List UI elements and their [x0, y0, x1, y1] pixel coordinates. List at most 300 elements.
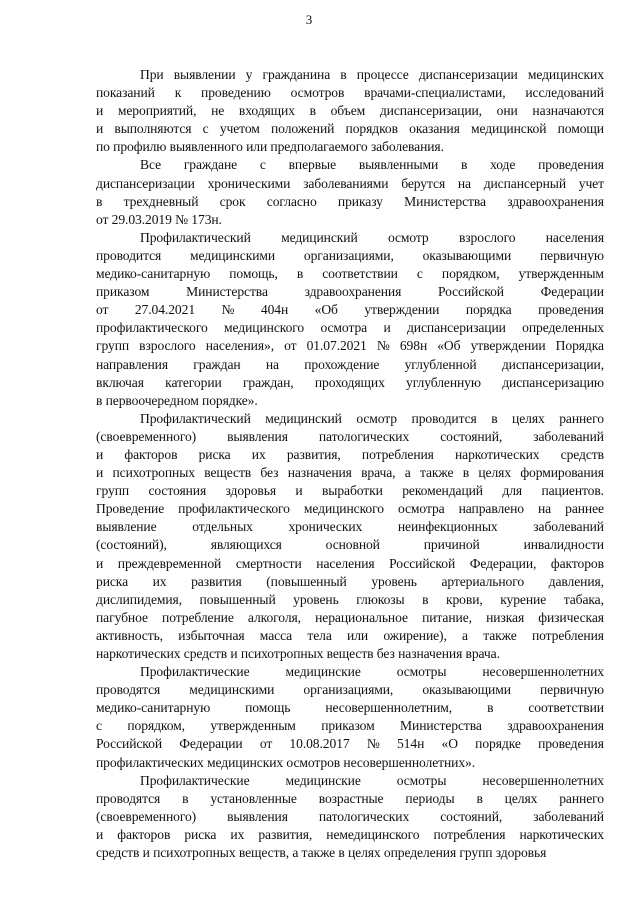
word: граждан, — [242, 374, 294, 390]
text-line: по профилю выявленного или предполагаемого заболевания. — [96, 139, 444, 155]
word: берутся — [401, 175, 446, 191]
word: медицинского — [224, 320, 305, 336]
word: первичную — [539, 682, 604, 698]
word: выявленными — [358, 157, 439, 173]
word: у — [245, 67, 253, 82]
word: медицинских — [527, 67, 604, 82]
word: и — [96, 826, 104, 842]
word: диспансеризации, — [379, 103, 482, 119]
word: несовершеннолетним, — [325, 700, 453, 716]
word: состояния — [148, 483, 207, 499]
word: в — [462, 465, 470, 481]
text-line — [96, 826, 604, 844]
word: здоровья — [225, 483, 277, 499]
word: граждане — [183, 157, 238, 173]
word: «Об — [314, 302, 338, 318]
text-line — [96, 591, 604, 609]
word: в — [296, 266, 304, 282]
word: организациями, — [303, 247, 394, 263]
word: с — [416, 266, 423, 282]
text-line — [96, 446, 604, 464]
word: порядком, — [441, 266, 500, 282]
word: питание, — [422, 609, 472, 625]
word: медицинские — [285, 664, 361, 680]
word: диспансеризации — [96, 175, 195, 191]
word: Профилактический — [140, 410, 251, 426]
word: инвалидности — [523, 537, 604, 553]
word: низкая — [486, 609, 525, 625]
word: хронических — [288, 519, 363, 535]
word: в — [182, 790, 189, 806]
word: диспансерный — [483, 175, 567, 191]
word: развития, — [258, 826, 313, 842]
text-line — [96, 66, 604, 84]
word: здравоохранения — [304, 284, 402, 300]
text-line — [96, 120, 604, 138]
word: исследований — [525, 85, 604, 101]
text-line — [96, 518, 604, 536]
word: с — [259, 157, 266, 173]
word: 698н — [399, 338, 428, 354]
word: Порядка — [555, 338, 604, 354]
text-line — [96, 356, 604, 374]
word: заболеваний — [533, 428, 604, 444]
word: в — [340, 67, 347, 82]
page-number: 3 — [305, 12, 313, 27]
word: заболеваний — [533, 519, 604, 535]
word: психотропных — [112, 465, 195, 481]
text-line — [96, 283, 604, 301]
word: выполняются — [114, 121, 192, 137]
word: крови, — [445, 591, 483, 607]
word: дислипидемия, — [96, 591, 183, 607]
word: потребления — [531, 627, 604, 643]
word: срок — [219, 193, 246, 209]
word: пагубное — [96, 609, 148, 625]
word: Федерации — [179, 736, 243, 752]
word: патологических — [318, 428, 410, 444]
text-line: от 29.03.2019 № 173н. — [96, 211, 222, 227]
word: приказом — [321, 718, 375, 734]
word: Российской — [389, 555, 456, 571]
word: Министерства — [400, 718, 482, 734]
word: и — [383, 320, 391, 336]
word: трехдневный — [123, 193, 199, 209]
word: Профилактический — [140, 229, 251, 245]
word: положений — [271, 121, 335, 137]
word: их — [230, 826, 245, 842]
word: проводятся — [96, 682, 161, 698]
word: в — [309, 103, 316, 119]
word: взрослого — [139, 338, 196, 354]
word: 27.04.2021 — [134, 302, 196, 318]
text-line — [96, 265, 604, 283]
word: и — [96, 555, 104, 571]
text-line — [96, 790, 604, 808]
word: раннего — [559, 410, 604, 426]
word: потребления — [361, 446, 434, 462]
word: рекомендаций — [402, 483, 483, 499]
word: порядком, — [127, 718, 185, 734]
word: согласно — [266, 193, 317, 209]
word: диспансеризации — [406, 320, 506, 336]
word: развития, — [286, 446, 341, 462]
word: Министерства — [186, 284, 268, 300]
word: хроническими — [207, 175, 291, 191]
text-line: наркотических средств и психотропных веществ без назначения врача. — [96, 646, 500, 661]
word: диспансеризацию — [502, 374, 604, 390]
text-line — [96, 410, 604, 428]
word: утвержденным — [518, 266, 604, 282]
text-line — [96, 500, 604, 518]
word: возрастные — [318, 790, 384, 806]
word: врача, — [361, 465, 396, 481]
text-line — [96, 156, 604, 174]
text-line — [96, 229, 604, 247]
word: в — [476, 790, 483, 806]
word: в — [422, 591, 429, 607]
word: курение — [500, 591, 547, 607]
document-body — [96, 66, 604, 862]
word: Федерации, — [469, 555, 537, 571]
word: Российской — [437, 284, 504, 300]
word: пациентов. — [541, 483, 604, 499]
text-line — [96, 319, 604, 337]
word: медицинскими — [189, 682, 275, 698]
word: давления, — [548, 573, 604, 589]
word: 514н — [396, 736, 425, 752]
text-line — [96, 175, 604, 193]
word: не — [211, 103, 225, 119]
word: повышенный — [199, 591, 276, 607]
word: от — [284, 338, 297, 354]
word: медицинский — [265, 410, 342, 426]
word: заболеваний — [533, 808, 604, 824]
text-line — [96, 482, 604, 500]
word: они — [496, 103, 518, 119]
text-line — [96, 681, 604, 699]
word: целях — [504, 790, 538, 806]
word: масса — [259, 627, 293, 643]
word: 01.07.2021 — [306, 338, 367, 354]
word: проведения — [538, 736, 604, 752]
word: смертности — [235, 555, 302, 571]
paragraph — [96, 663, 604, 772]
paragraph — [96, 229, 604, 410]
word: определенных — [522, 320, 604, 336]
word: и — [96, 465, 104, 481]
word: средств — [560, 446, 604, 462]
word: проводится — [411, 410, 477, 426]
word: № — [366, 736, 380, 752]
word: здравоохранения — [507, 718, 604, 734]
word: проведению — [201, 85, 271, 101]
word: назначаются — [532, 103, 604, 119]
word: причиной — [423, 537, 480, 553]
word: проходящих — [314, 374, 385, 390]
word: населения», — [205, 338, 274, 354]
word: нерациональное — [315, 609, 408, 625]
word: направления — [96, 356, 168, 372]
word: оказывающими — [422, 682, 511, 698]
word: врачами-специалистами, — [364, 85, 506, 101]
word: медико-санитарную — [96, 266, 211, 282]
word: Федерации — [540, 284, 604, 300]
word: впервые — [288, 157, 337, 173]
word: наркотических — [519, 826, 604, 842]
word: Российской — [96, 736, 162, 752]
word: объем — [330, 103, 366, 119]
word: выявлении — [173, 67, 236, 82]
word: заболеваниями — [303, 175, 389, 191]
word: факторов — [124, 446, 178, 462]
word: назначения — [287, 465, 352, 481]
word: артериального — [441, 573, 525, 589]
word: несовершеннолетних — [482, 772, 604, 788]
word: наркотических — [455, 446, 540, 462]
word: неинфекционных — [397, 519, 498, 535]
word: групп — [96, 483, 130, 499]
word: организациями, — [303, 682, 394, 698]
word: уровень — [371, 573, 417, 589]
word: оказывающими — [422, 247, 512, 263]
word: медицинские — [285, 772, 361, 788]
word: проведения — [538, 302, 604, 318]
word: установленные — [210, 790, 297, 806]
word: диспансеризации, — [501, 356, 604, 372]
paragraph — [96, 66, 604, 156]
word: несовершеннолетних — [482, 664, 604, 680]
word: риска — [184, 826, 217, 842]
word: в — [487, 700, 494, 716]
word: соответствии — [528, 700, 604, 716]
word: проведения — [538, 157, 604, 173]
word: риска — [198, 446, 231, 462]
word: и — [295, 483, 303, 499]
word: состояний, — [440, 808, 503, 824]
text-line — [96, 536, 604, 554]
word: категории — [165, 374, 222, 390]
word: осмотра — [397, 501, 445, 517]
word: «Об — [437, 338, 461, 354]
word: от — [96, 302, 109, 318]
text-line — [96, 772, 604, 790]
word: потребления — [433, 826, 506, 842]
text-line — [96, 428, 604, 446]
word: осмотр — [387, 229, 429, 245]
word: на — [457, 175, 471, 191]
word: без — [260, 465, 279, 481]
text-line: профилактических медицинских осмотров несовершеннолетних». — [96, 754, 476, 770]
word: помощь — [245, 700, 291, 716]
word: диспансеризации — [418, 67, 518, 82]
word: и — [96, 446, 104, 462]
word: являющихся — [210, 537, 282, 553]
word: порядков — [345, 121, 398, 137]
word: потребление — [162, 609, 234, 625]
word: При — [140, 67, 164, 82]
text-line — [96, 609, 604, 627]
word: утверждении — [364, 302, 440, 318]
word: (повышенный — [266, 573, 347, 589]
word: в — [491, 410, 498, 426]
word: выработки — [321, 483, 383, 499]
word: раннее — [565, 501, 604, 517]
word: гражданина — [262, 67, 331, 82]
word: их — [152, 573, 167, 589]
word: периоды — [405, 790, 455, 806]
word: и — [96, 121, 104, 137]
word: также — [483, 627, 517, 643]
word: развития — [191, 573, 242, 589]
word: приказом — [96, 284, 150, 300]
text-line — [96, 247, 604, 265]
text-line — [96, 374, 604, 392]
word: основной — [325, 537, 380, 553]
word: выявление — [96, 519, 157, 535]
word: глюкозы — [356, 591, 405, 607]
text-line: средств и психотропных веществ, а также в целях определения групп здоровья — [96, 845, 547, 861]
word: углубленной — [404, 356, 477, 372]
text-line — [96, 301, 604, 319]
word: направлено — [458, 501, 524, 517]
word: медицинскими — [190, 247, 276, 263]
text-line — [96, 464, 604, 482]
paragraph — [96, 410, 604, 663]
word: медико-санитарную — [96, 700, 211, 716]
word: (состояний), — [96, 537, 167, 553]
text-line — [96, 699, 604, 717]
word: первичную — [540, 247, 604, 263]
word: «О — [441, 736, 458, 752]
word: тела — [307, 627, 332, 643]
word: к — [174, 85, 182, 101]
word: активность, — [96, 627, 163, 643]
word: приказу — [337, 193, 383, 209]
word: № — [376, 338, 390, 354]
word: состояний, — [440, 428, 503, 444]
word: осмотр — [356, 410, 398, 426]
word: населения — [316, 555, 375, 571]
word: мероприятий, — [117, 103, 197, 119]
word: осмотры — [396, 664, 447, 680]
word: Министерства — [404, 193, 486, 209]
word: 404н — [260, 302, 289, 318]
word: учетом — [219, 121, 260, 137]
word: избыточная — [178, 627, 245, 643]
word: проводится — [96, 247, 162, 263]
text-line — [96, 193, 604, 211]
word: профилактического — [178, 501, 290, 517]
text-line — [96, 337, 604, 355]
word: помощи — [557, 121, 604, 137]
word: порядке — [475, 736, 521, 752]
word: уровень — [293, 591, 339, 607]
word: раннего — [559, 790, 604, 806]
text-line — [96, 627, 604, 645]
word: осмотра — [320, 320, 368, 336]
word: с — [96, 718, 102, 734]
text-line: в первоочередном порядке». — [96, 392, 258, 408]
word: (своевременного) — [96, 808, 197, 824]
paragraph — [96, 772, 604, 862]
text-line — [96, 735, 604, 753]
word: риска — [96, 573, 129, 589]
word: целях — [478, 465, 512, 481]
word: их — [251, 446, 266, 462]
word: и — [96, 103, 104, 119]
word: процессе — [356, 67, 409, 82]
word: факторов — [550, 555, 604, 571]
word: 10.08.2017 — [289, 736, 350, 752]
word: осмотров — [290, 85, 345, 101]
word: учет — [578, 175, 604, 191]
word: медицинский — [281, 229, 358, 245]
word: Все — [140, 157, 162, 173]
word: на — [265, 356, 279, 372]
word: физическая — [538, 609, 604, 625]
word: № — [221, 302, 235, 318]
word: проводятся — [96, 790, 161, 806]
word: от — [259, 736, 273, 752]
word: Профилактические — [140, 772, 250, 788]
word: Профилактические — [140, 664, 250, 680]
text-line — [96, 555, 604, 573]
word: в — [460, 157, 468, 173]
word: также — [419, 465, 454, 481]
word: утверждении — [470, 338, 546, 354]
word: в — [96, 193, 103, 209]
word: осмотры — [396, 772, 447, 788]
word: входящих — [238, 103, 295, 119]
word: взрослого — [458, 229, 516, 245]
text-line — [96, 573, 604, 591]
word: выявления — [227, 428, 288, 444]
word: целях — [512, 410, 545, 426]
word: медицинского — [303, 501, 384, 517]
text-line — [96, 717, 604, 735]
word: патологических — [318, 808, 410, 824]
word: включая — [96, 374, 144, 390]
word: с — [202, 121, 209, 137]
word: помощь, — [229, 266, 278, 282]
word: (своевременного) — [96, 428, 197, 444]
word: порядка — [465, 302, 512, 318]
word: показаний — [96, 85, 155, 101]
word: профилактического — [96, 320, 208, 336]
text-line — [96, 84, 604, 102]
word: немедицинского — [326, 826, 420, 842]
word: выявления — [227, 808, 288, 824]
word: на — [538, 501, 552, 517]
text-line — [96, 808, 604, 826]
word: медицинской — [470, 121, 547, 137]
word: веществ — [204, 465, 252, 481]
word: отдельных — [192, 519, 253, 535]
word: углубленную — [406, 374, 481, 390]
word: факторов — [117, 826, 171, 842]
text-line — [96, 102, 604, 120]
word: групп — [96, 338, 130, 354]
text-line — [96, 663, 604, 681]
word: ожирение), — [383, 627, 447, 643]
word: алкоголя, — [247, 609, 301, 625]
word: а — [462, 627, 468, 643]
word: оказания — [409, 121, 460, 137]
word: для — [502, 483, 523, 499]
word: здравоохранения — [507, 193, 604, 209]
word: соответствии — [322, 266, 398, 282]
